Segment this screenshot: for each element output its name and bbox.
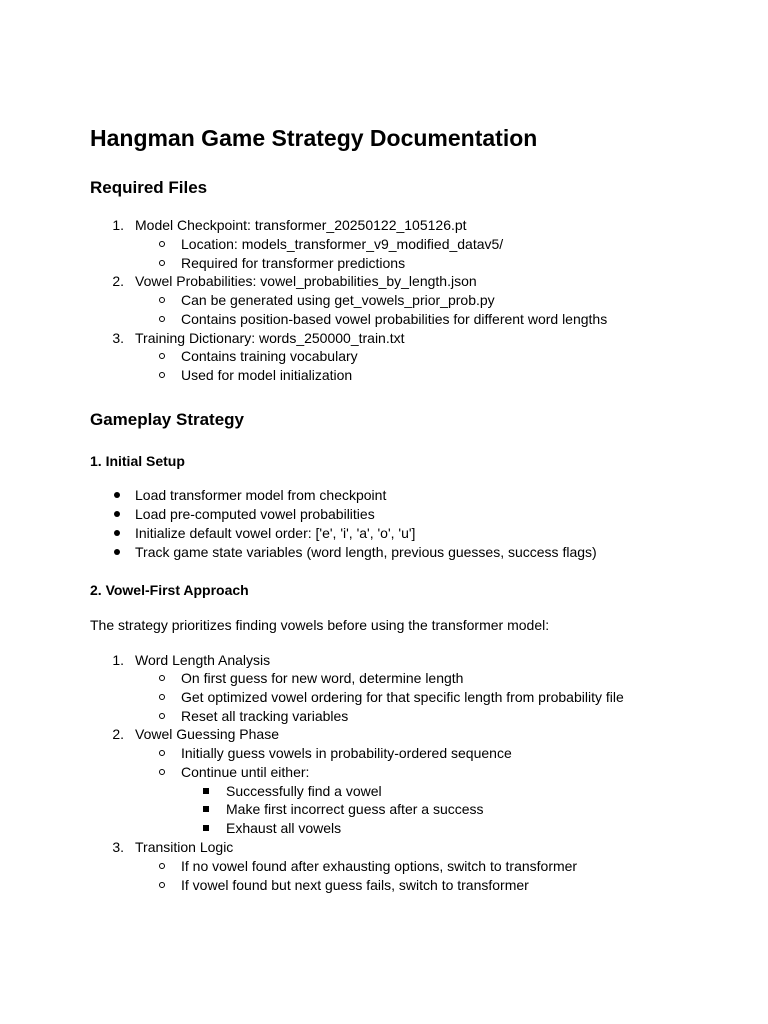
hollow-bullet-icon [159, 713, 165, 719]
square-bullet-icon [203, 806, 209, 812]
sub-list-item-text: On first guess for new word, determine length [181, 670, 464, 686]
bullet-icon [114, 549, 120, 555]
sub-list-item-text: Location: models_transformer_v9_modified_datav5/ [181, 236, 504, 252]
sub-list-item [0, 669, 768, 688]
list-item [0, 543, 768, 562]
square-bullet-icon [203, 825, 209, 831]
sub-list-item [0, 291, 768, 310]
list-item [0, 272, 768, 291]
list-item [0, 216, 768, 235]
sub-list-item [0, 254, 768, 273]
list-item-text: Vowel Guessing Phase [135, 726, 279, 742]
document-title: Hangman Game Strategy Documentation [90, 125, 538, 151]
list-item-text: Transition Logic [135, 839, 234, 855]
list-item [0, 486, 768, 505]
sub-list-item-text: Used for model initialization [181, 367, 353, 383]
sub-list-item [0, 366, 768, 385]
hollow-bullet-icon [159, 353, 165, 359]
sub-sub-list-item [0, 782, 768, 801]
hollow-bullet-icon [159, 372, 165, 378]
sub-sub-list-item [0, 819, 768, 838]
sub-sub-list-item [0, 800, 768, 819]
bullet-icon [114, 511, 120, 517]
sub-list-item-text: Contains training vocabulary [181, 348, 358, 364]
hollow-bullet-icon [159, 241, 165, 247]
sub-list-item [0, 347, 768, 366]
sub-list-item [0, 857, 768, 876]
list-item-text: Initialize default vowel order: ['e', 'i', 'a', 'o', 'u'] [135, 525, 416, 541]
subsection-heading-initial-setup: 1. Initial Setup [90, 453, 185, 469]
sub-sub-list-item-text: Make first incorrect guess after a success [226, 801, 484, 817]
list-item [0, 524, 768, 543]
list-item [0, 838, 768, 857]
list-item-text: Model Checkpoint: transformer_20250122_105126.pt [135, 217, 467, 233]
bullet-icon [114, 492, 120, 498]
hollow-bullet-icon [159, 316, 165, 322]
list-item [0, 329, 768, 348]
sub-list-item-text: If vowel found but next guess fails, switch to transformer [181, 877, 529, 893]
list-item-text: Training Dictionary: words_250000_train.txt [135, 330, 405, 346]
subsection-heading-vowel-first: 2. Vowel-First Approach [90, 582, 249, 598]
sub-list-item [0, 744, 768, 763]
sub-list-item-text: Reset all tracking variables [181, 708, 349, 724]
intro-paragraph: The strategy prioritizes finding vowels before using the transformer model: [90, 617, 550, 633]
hollow-bullet-icon [159, 882, 165, 888]
sub-list-item-text: Can be generated using get_vowels_prior_prob.py [181, 292, 495, 308]
sub-list-item-text: Required for transformer predictions [181, 255, 406, 271]
list-number: 2. [112, 726, 124, 742]
list-item-text: Load pre-computed vowel probabilities [135, 506, 375, 522]
sub-list-item [0, 707, 768, 726]
list-number: 2. [112, 273, 124, 289]
hollow-bullet-icon [159, 769, 165, 775]
bullet-icon [114, 530, 120, 536]
square-bullet-icon [203, 788, 209, 794]
sub-list-item [0, 876, 768, 895]
hollow-bullet-icon [159, 750, 165, 756]
sub-list-item [0, 763, 768, 782]
list-item [0, 505, 768, 524]
list-number: 3. [112, 839, 124, 855]
list-item-text: Track game state variables (word length, previous guesses, success flags) [135, 544, 597, 560]
section-heading-required-files: Required Files [90, 178, 208, 197]
section-heading-gameplay-strategy: Gameplay Strategy [90, 410, 245, 429]
hollow-bullet-icon [159, 863, 165, 869]
list-number: 1. [112, 217, 124, 233]
list-item-text: Word Length Analysis [135, 652, 271, 668]
list-item [0, 651, 768, 670]
hollow-bullet-icon [159, 297, 165, 303]
hollow-bullet-icon [159, 694, 165, 700]
sub-list-item-text: Contains position-based vowel probabilities for different word lengths [181, 311, 608, 327]
sub-list-item-text: Get optimized vowel ordering for that specific length from probability file [181, 689, 624, 705]
sub-list-item [0, 235, 768, 254]
sub-sub-list-item-text: Exhaust all vowels [226, 820, 342, 836]
hollow-bullet-icon [159, 260, 165, 266]
list-number: 3. [112, 330, 124, 346]
sub-list-item [0, 310, 768, 329]
sub-list-item-text: Continue until either: [181, 764, 310, 780]
hollow-bullet-icon [159, 675, 165, 681]
sub-list-item-text: If no vowel found after exhausting options, switch to transformer [181, 858, 578, 874]
list-item [0, 725, 768, 744]
list-item-text: Vowel Probabilities: vowel_probabilities_by_length.json [135, 273, 477, 289]
list-item-text: Load transformer model from checkpoint [135, 487, 387, 503]
sub-list-item-text: Initially guess vowels in probability-ordered sequence [181, 745, 512, 761]
sub-sub-list-item-text: Successfully find a vowel [226, 783, 382, 799]
sub-list-item [0, 688, 768, 707]
list-number: 1. [112, 652, 124, 668]
